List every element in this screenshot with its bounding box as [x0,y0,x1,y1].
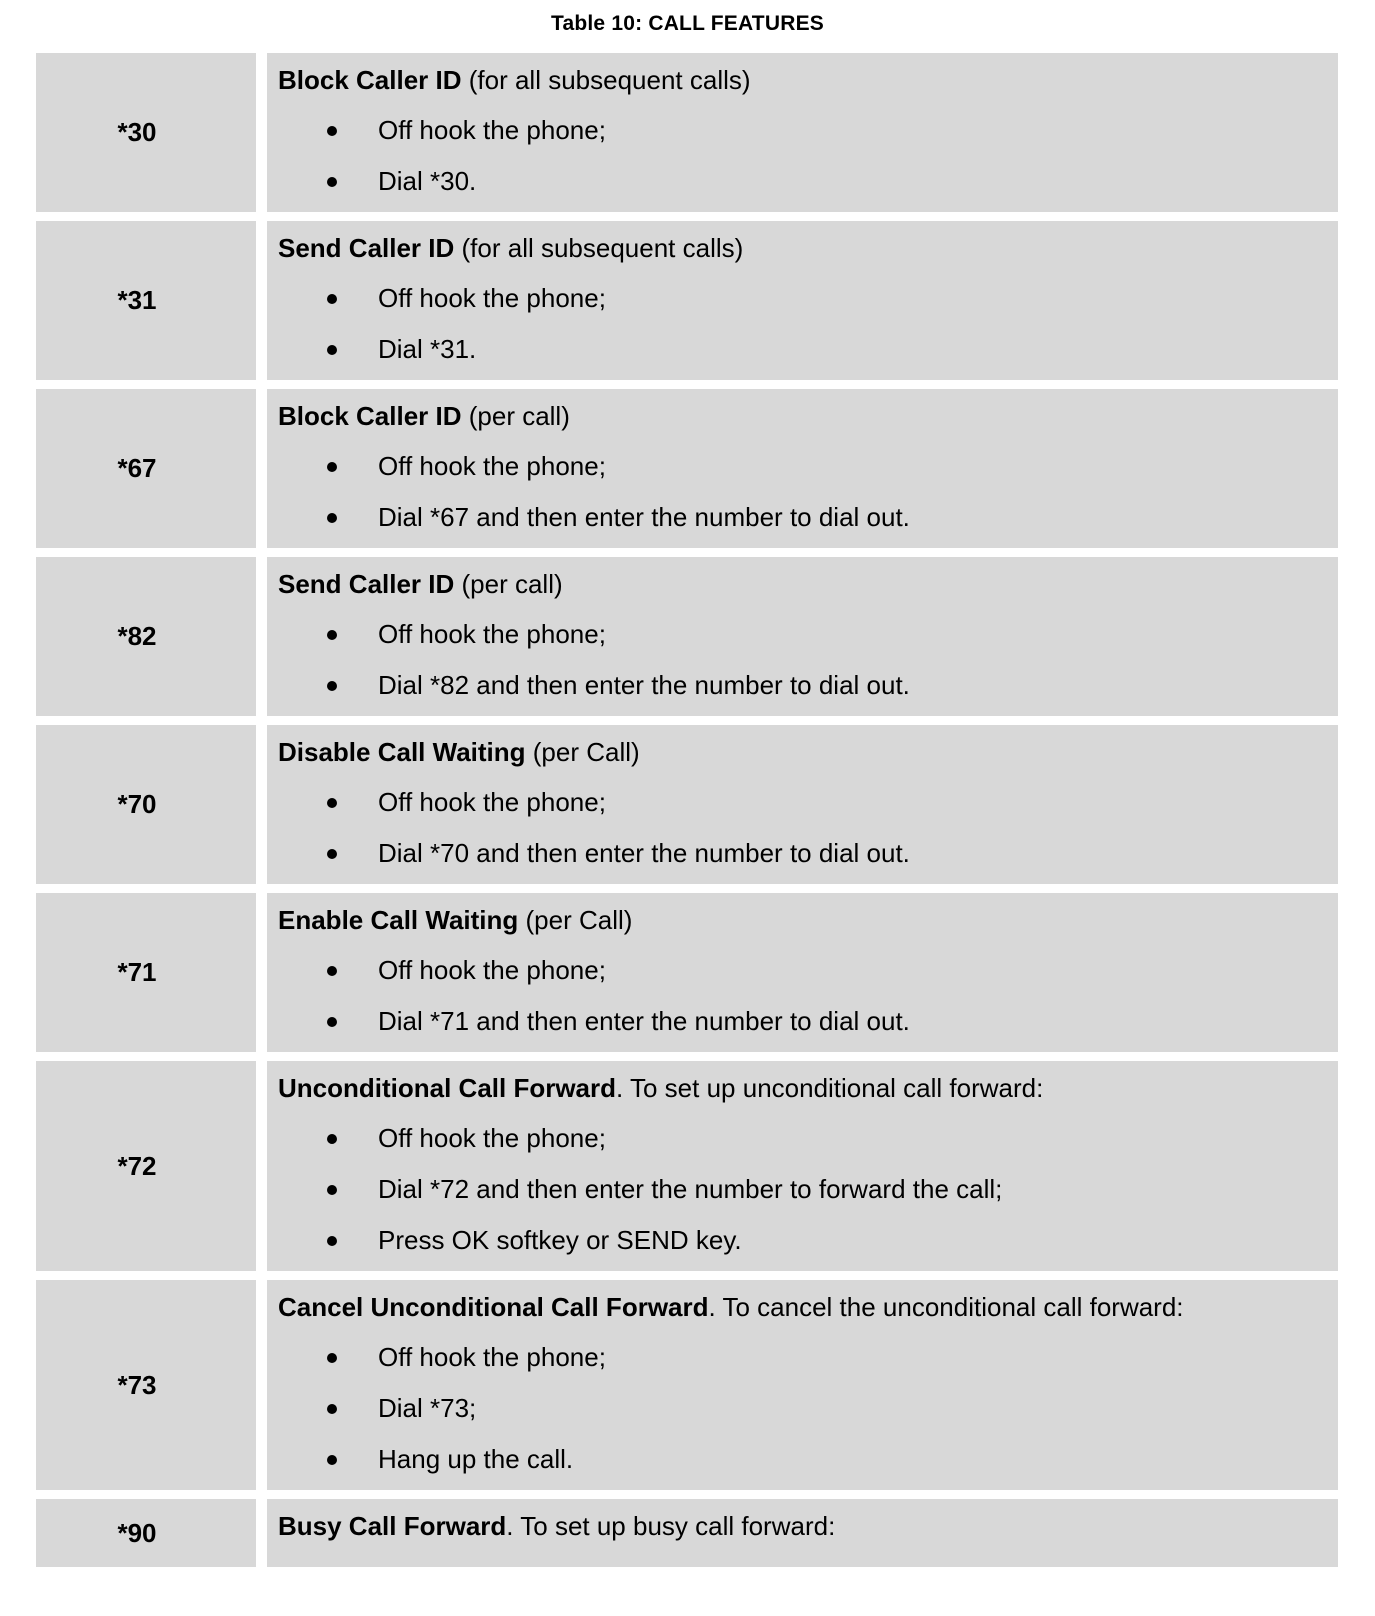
feature-detail: (for all subsequent calls) [454,233,744,263]
table-row [36,389,1338,548]
step-text: Off hook the phone; [378,451,606,481]
step-text: Dial *31. [378,334,477,364]
table-row [36,725,1338,884]
bullet-icon [327,345,337,355]
feature-code: *71 [117,957,157,987]
bullet-icon [327,1017,337,1027]
table-row [36,1061,1338,1271]
list-item [278,103,1327,154]
list-item [278,943,1327,994]
feature-description-cell [267,1280,1338,1490]
step-text: Dial *67 and then enter the number to dial out. [378,502,910,532]
bullet-icon [327,462,337,472]
feature-detail: . To set up unconditional call forward: [616,1073,1044,1103]
table-row [36,893,1338,1052]
feature-heading [278,1291,1327,1330]
feature-name: Enable Call Waiting [278,905,519,935]
bullet-icon [327,1404,337,1414]
feature-code-cell [36,221,256,380]
feature-detail: . To cancel the unconditional call forward: [708,1292,1184,1322]
step-text: Dial *71 and then enter the number to dial out. [378,1006,910,1036]
bullet-icon [327,681,337,691]
call-features-table [36,53,1338,1576]
feature-detail: . To set up busy call forward: [506,1511,836,1541]
feature-name: Send Caller ID [278,233,455,263]
feature-description-cell [267,1499,1338,1567]
list-item [278,154,1327,205]
list-item [278,1381,1327,1432]
feature-name: Cancel Unconditional Call Forward [278,1292,709,1322]
feature-detail: (per call) [454,569,563,599]
steps-list [278,103,1327,205]
list-item [278,271,1327,322]
step-text: Off hook the phone; [378,115,606,145]
steps-list [278,271,1327,373]
feature-code-cell [36,53,256,212]
steps-list [278,607,1327,709]
step-text: Off hook the phone; [378,283,606,313]
bullet-icon [327,966,337,976]
feature-heading [278,1072,1327,1111]
feature-code-cell [36,725,256,884]
feature-detail: (for all subsequent calls) [461,65,751,95]
feature-heading [278,736,1327,775]
table-title: Table 10: CALL FEATURES [551,12,824,35]
bullet-icon [327,1353,337,1363]
steps-list [278,1330,1327,1483]
step-text: Off hook the phone; [378,619,606,649]
feature-code: *67 [117,453,157,483]
feature-code: *31 [117,285,157,315]
feature-description-cell [267,725,1338,884]
list-item [278,1432,1327,1483]
feature-name: Send Caller ID [278,569,455,599]
step-text: Off hook the phone; [378,1123,606,1153]
feature-heading [278,568,1327,607]
list-item [278,826,1327,877]
feature-code-cell [36,389,256,548]
table-row [36,221,1338,380]
steps-list [278,1111,1327,1264]
bullet-icon [327,849,337,859]
list-item [278,607,1327,658]
step-text: Hang up the call. [378,1444,574,1474]
feature-description-cell [267,557,1338,716]
feature-code-cell [36,1061,256,1271]
feature-description-cell [267,221,1338,380]
table-row [36,1499,1338,1567]
list-item [278,775,1327,826]
step-text: Dial *72 and then enter the number to forward the call; [378,1174,1003,1204]
list-item [278,1213,1327,1264]
bullet-icon [327,630,337,640]
bullet-icon [327,1185,337,1195]
step-text: Dial *82 and then enter the number to dial out. [378,670,910,700]
bullet-icon [327,177,337,187]
bullet-icon [327,1236,337,1246]
feature-detail: (per Call) [525,737,640,767]
list-item [278,994,1327,1045]
bullet-icon [327,1134,337,1144]
feature-description-cell [267,1061,1338,1271]
bullet-icon [327,1455,337,1465]
feature-code: *82 [117,621,157,651]
steps-list [278,943,1327,1045]
feature-heading [278,64,1327,103]
feature-description-cell [267,893,1338,1052]
feature-name: Block Caller ID [278,65,462,95]
list-item [278,1162,1327,1213]
bullet-icon [327,513,337,523]
step-text: Off hook the phone; [378,955,606,985]
list-item [278,439,1327,490]
bullet-icon [327,294,337,304]
step-text: Dial *73; [378,1393,477,1423]
feature-name: Busy Call Forward [278,1511,507,1541]
feature-name: Block Caller ID [278,401,462,431]
table-row [36,53,1338,212]
feature-description-cell [267,53,1338,212]
feature-name: Disable Call Waiting [278,737,526,767]
feature-heading [278,1510,1327,1549]
steps-list [278,775,1327,877]
list-item [278,1111,1327,1162]
feature-heading [278,400,1327,439]
steps-list [278,439,1327,541]
feature-code: *72 [117,1150,157,1181]
table-row [36,557,1338,716]
list-item [278,490,1327,541]
table-row [36,1280,1338,1490]
feature-code: *30 [117,117,157,147]
list-item [278,322,1327,373]
feature-code: *70 [117,789,157,819]
step-text: Off hook the phone; [378,1342,606,1372]
list-item [278,658,1327,709]
feature-code: *73 [117,1369,157,1400]
feature-name: Unconditional Call Forward [278,1073,617,1103]
feature-detail: (per Call) [518,905,633,935]
feature-heading [278,904,1327,943]
bullet-icon [327,126,337,136]
feature-code-cell [36,893,256,1052]
feature-heading [278,232,1327,271]
step-text: Off hook the phone; [378,787,606,817]
feature-code: *90 [117,1517,157,1548]
feature-code-cell [36,1280,256,1490]
feature-description-cell [267,389,1338,548]
step-text: Dial *70 and then enter the number to dial out. [378,838,910,868]
list-item [278,1330,1327,1381]
step-text: Dial *30. [378,166,477,196]
bullet-icon [327,798,337,808]
feature-code-cell [36,557,256,716]
feature-code-cell [36,1499,256,1567]
step-text: Press OK softkey or SEND key. [378,1225,742,1255]
feature-detail: (per call) [461,401,570,431]
